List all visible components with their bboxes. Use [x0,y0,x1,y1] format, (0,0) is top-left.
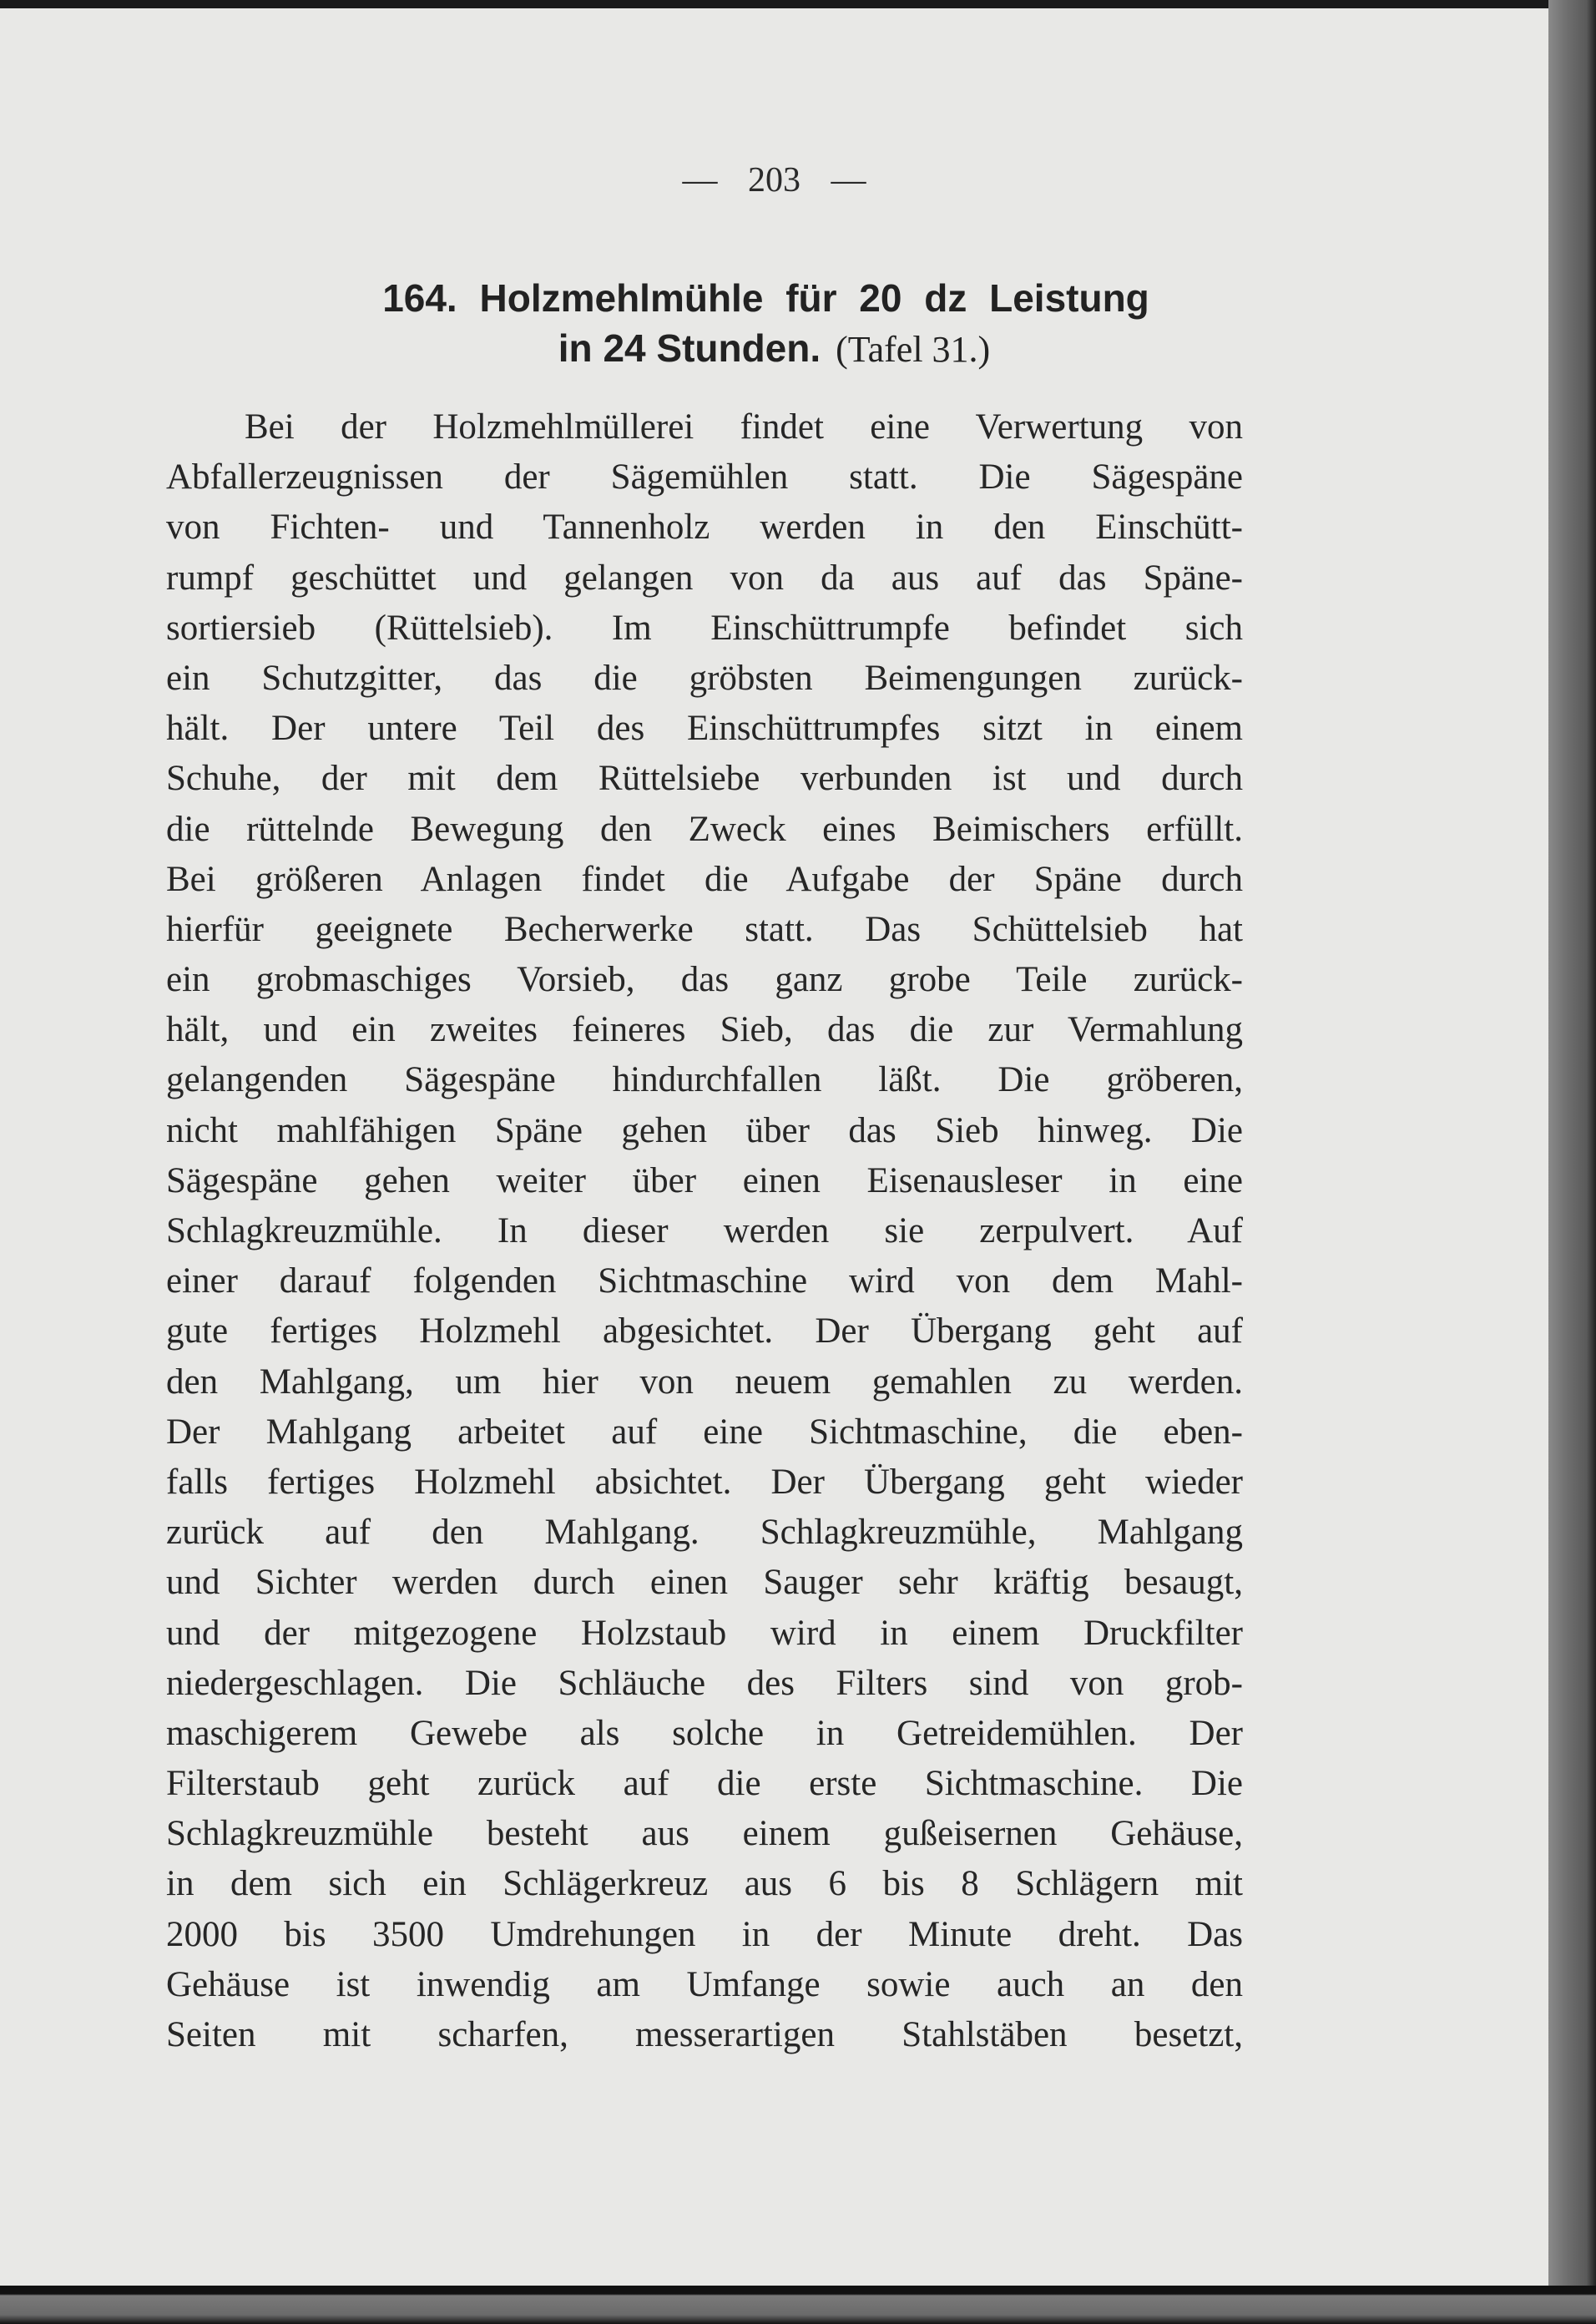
text-line [166,604,1243,654]
plate-reference: (Tafel 31.) [836,329,991,370]
text-line [166,855,1243,905]
text-line [166,1609,1243,1659]
text-line-content: Schlagkreuzmühle. In dieser werden sie zerpulvert. Auf [166,1211,1243,1250]
text-line-content: maschigerem Gewebe als solche in Getreidemühlen. Der [166,1713,1243,1753]
text-line-content: Schuhe, der mit dem Rüttelsiebe verbunden ist und durch [166,759,1243,799]
text-line [166,1306,1243,1357]
text-line [166,1508,1243,1558]
scan-border-top [0,0,1596,8]
text-line-content: nicht mahlfähigen Späne gehen über das Sieb hinweg. Die [166,1110,1243,1150]
text-line [166,2010,1243,2060]
text-line [166,1809,1243,1859]
text-line-content: ein Schutzgitter, das die gröbsten Beimengungen zurück- [166,658,1243,698]
text-line [166,654,1243,704]
text-line-content: zurück auf den Mahlgang. Schlagkreuzmühle, Mahlgang [166,1513,1243,1553]
text-line [166,1357,1243,1407]
text-line [166,1910,1243,1960]
text-line-content: ein grobmaschiges Vorsieb, das ganz grobe Teile zurück- [166,960,1243,1000]
text-line [166,1759,1243,1809]
text-line [166,704,1243,754]
text-line-content: 2000 bis 3500 Umdrehungen in der Minute dreht. Das [166,1914,1243,1954]
text-line-content: Schlagkreuzmühle besteht aus einem gußeisernen Gehäuse, [166,1814,1243,1854]
text-line-content: in dem sich ein Schlägerkreuz aus 6 bis 8 Schlägern mit [166,1864,1243,1904]
text-line-content: und Sichter werden durch einen Sauger sehr kräftig besaugt, [166,1563,1243,1603]
text-line-content: gelangenden Sägespäne hindurchfallen läßt. Die gröberen, [166,1060,1243,1100]
body-text [166,402,1243,2060]
text-line-content: hält. Der untere Teil des Einschüttrumpfes sitzt in einem [166,709,1243,749]
section-heading-bold: in 24 Stunden. [558,326,821,370]
text-line-content: den Mahlgang, um hier von neuem gemahlen zu werden. [166,1362,1243,1402]
text-line-content: die rüttelnde Bewegung den Zweck eines Beimischers erfüllt. [166,809,1243,849]
text-line [166,553,1243,604]
text-line-content: falls fertiges Holzmehl absichtet. Der Übergang geht wieder [166,1462,1243,1502]
scan-border-right [1548,0,1596,2324]
text-line-content: Der Mahlgang arbeitet auf eine Sichtmaschine, die eben- [166,1412,1243,1452]
text-line [166,754,1243,804]
text-line-content: Abfallerzeugnissen der Sägemühlen statt. Die Sägespäne [166,457,1243,498]
text-line-content: Bei größeren Anlagen findet die Aufgabe der Späne durch [166,859,1243,899]
text-line [166,1859,1243,1909]
text-line [166,1407,1243,1458]
text-line-content: hierfür geeignete Becherwerke statt. Das Schüttelsieb hat [166,909,1243,949]
text-line-content: einer darauf folgenden Sichtmaschine wird von dem Mahl- [166,1261,1243,1301]
text-line [166,1156,1243,1206]
text-line-content: gute fertiges Holzmehl abgesichtet. Der Übergang geht auf [166,1311,1243,1351]
text-line-content: Bei der Holzmehlmüllerei findet eine Verwertung von [245,407,1243,447]
section-heading-line2 [0,326,1548,371]
text-line-content: niedergeschlagen. Die Schläuche des Filters sind von grob- [166,1663,1243,1703]
text-line [166,1206,1243,1256]
text-line-content: Filterstaub geht zurück auf die erste Sichtmaschine. Die [166,1764,1243,1804]
text-line [166,1106,1243,1156]
scan-border-bottom [0,2286,1596,2324]
text-line-content: und der mitgezogene Holzstaub wird in einem Druckfilter [166,1613,1243,1653]
text-line [166,1256,1243,1306]
text-line [166,1960,1243,2010]
section-heading: 164. Holzmehlmühle für 20 dz Leistung [382,276,1149,320]
text-line [166,905,1243,955]
text-line [166,1458,1243,1508]
text-line-content: von Fichten- und Tannenholz werden in den Einschütt- [166,508,1243,548]
text-line [166,503,1243,553]
text-line-content: rumpf geschüttet und gelangen von da aus auf das Späne- [166,558,1243,598]
text-line [166,1659,1243,1709]
book-page [0,8,1548,2286]
text-line [166,452,1243,503]
page-number: — 203 — [682,161,866,200]
text-line-content: Gehäuse ist inwendig am Umfange sowie auch an den [166,1964,1243,2004]
text-line-content: sortiersieb (Rüttelsieb). Im Einschüttrumpfe befindet sich [166,608,1243,648]
text-line-content: Seiten mit scharfen, messerartigen Stahlstäben besetzt, [166,2015,1243,2054]
text-line [166,805,1243,855]
text-line [166,955,1243,1005]
text-line [166,1709,1243,1759]
text-line [166,402,1243,452]
text-line-content: Sägespäne gehen weiter über einen Eisenausleser in eine [166,1160,1243,1200]
text-line [166,1005,1243,1055]
text-line [166,1558,1243,1608]
text-line-content: hält, und ein zweites feineres Sieb, das die zur Vermahlung [166,1010,1243,1050]
text-line [166,1055,1243,1105]
